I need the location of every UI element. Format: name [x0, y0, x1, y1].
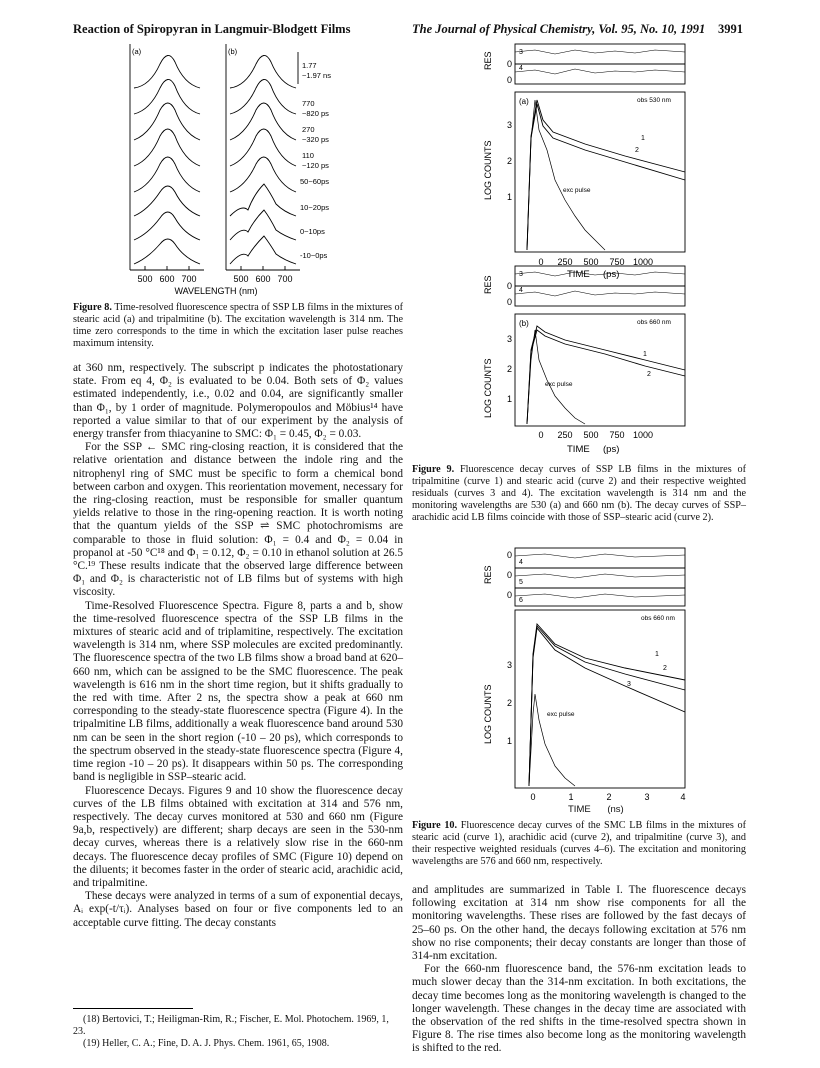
fig10-xunit: (ns) [607, 804, 624, 815]
caption-label: Figure 10. [412, 820, 458, 831]
xtick: 1 [568, 792, 574, 802]
paragraph: For the 660-nm fluorescence band, the 576-nm excitation leads to much slower decay than the 314-nm excitation. In both excitations, the decay time becomes long as the monitoring wavelength is changed to the longer wavelength. These changes in the decay time are associated with the observation of the red shifts in the time-resolved spectra shown in Figure 8. The rise times also become long as the monitoring wavelength is shifted to the red. [412, 963, 746, 1055]
footnote-rule [73, 1008, 193, 1009]
xtick: 750 [609, 257, 625, 267]
figure-8-caption [73, 302, 403, 350]
fig9b-ylabel: LOG COUNTS [483, 358, 493, 418]
figure-8 [120, 44, 370, 302]
fig9a-xlabel: TIME [567, 269, 590, 280]
ytick: 1 [507, 736, 513, 746]
paragraph: at 360 nm, respectively. The subscript p indicates the photostationary state. From eq 4, Φ₂ is evaluated to be 0.04. Both sets of Φ₂ values estimated independently, i.e., 0.02 and 0.04, are significantly smaller than Φ₁, by 1 order of magnitude. Polymeropoulos and Möbius¹⁴ have reported a value similar to that of our experiment by the analysis of energy transfer from thiacyanine to SMC: Φ₁ = 0.45, Φ₂ = 0.03. [73, 362, 403, 441]
res-curve-label: 3 [519, 271, 523, 278]
fig8-xtick: 600 [159, 274, 175, 284]
fig8-time-label: ~320 ps [302, 135, 329, 144]
xtick: 1000 [632, 430, 654, 440]
ytick: 2 [507, 364, 513, 374]
fig8-time-label: 110 [302, 151, 314, 160]
xtick: 4 [680, 792, 686, 802]
caption-label: Figure 9. [412, 464, 455, 475]
page-number: 3991 [718, 22, 743, 36]
footnotes [73, 1014, 403, 1050]
res-curve-label: 6 [519, 597, 523, 604]
caption-label: Figure 8. [73, 302, 112, 313]
fig8-time-label: 10~20ps [300, 203, 329, 212]
res-tick: 0 [507, 281, 513, 291]
fig8-panel-b: (b) [228, 47, 238, 56]
curve-label: 1 [655, 651, 659, 658]
fig10-xaxis-title [568, 804, 624, 815]
fig9a-panel: (a) [519, 97, 529, 106]
res-tick: 0 [507, 59, 513, 69]
xtick: 0 [538, 430, 544, 440]
fig8-xtick: 700 [181, 274, 197, 284]
fig9b-xlabel: TIME [567, 444, 590, 455]
caption-text: Fluorescence decay curves of SSP LB films in the mixtures of tripalmitine (curve 1) and stearic acid (curve 2) and their respective weighted residuals (curves 3 and 4). The excitation wavelength is 314 nm and the monitoring wavelengths are 530 (a) and 660 nm (b). The decay curves of SSP–arachidic acid LB films coincide with those of SSP–stearic acid (curve 2). [412, 464, 746, 523]
xtick: 750 [609, 430, 625, 440]
fig8-xtick: 600 [255, 274, 271, 284]
pulse-label: exc pulse [563, 187, 591, 194]
res-curve-label: 4 [519, 287, 523, 294]
res-tick: 0 [507, 590, 513, 600]
paragraph: Time-Resolved Fluorescence Spectra. Figure 8, parts a and b, show the time-resolved fluorescence spectra of the SSP LB films in the mixtures of stearic acid and of triplamitine, respectively. The excitation wavelength is 314 nm, where SSP molecules are excited predominantly. The fluorescence spectra of the two LB films show a broad band at 620–660 nm, which can be assigned to be the SMC fluorescence. The peak wavelength is 616 nm in the short time region, but it shifts gradually to the red with time. After 2 ns, the spectra show a peak at 660 nm corresponding to the steady-state fluorescence spectra (Figure 4). In the tripalmitine LB films, additionally a weak fluorescence band around 530 nm can be seen in the short region (-10 – 20 ps), which corresponds to the spectrum observed in the steady-state fluorescence spectra (Figure 4, time region -10 – 20 ps). It disappears within 50 ps. The corresponding band is negligible in SSP–stearic acid. [73, 599, 403, 784]
curve-label: 1 [643, 351, 647, 358]
figure-10 [475, 544, 715, 806]
fig10-obs: obs 660 nm [641, 615, 675, 622]
ytick: 3 [507, 120, 513, 130]
ytick: 2 [507, 698, 513, 708]
fig8-panel-a: (a) [132, 47, 142, 56]
xtick: 0 [538, 257, 544, 267]
ytick: 1 [507, 394, 513, 404]
fig8-time-label: 270 [302, 125, 315, 134]
curve-label: 1 [641, 135, 645, 142]
journal-citation: The Journal of Physical Chemistry, Vol. 95, No. 10, 1991 [412, 22, 706, 36]
fig8-time-label: 0~10ps [300, 227, 325, 236]
res-tick: 0 [507, 297, 513, 307]
figure-10-caption [412, 820, 746, 868]
ytick: 1 [507, 192, 513, 202]
fig8-time-label: ~820 ps [302, 109, 329, 118]
curve-label: 2 [647, 371, 651, 378]
pulse-label: exc pulse [545, 381, 573, 388]
paragraph: and amplitudes are summarized in Table I. The fluorescence decays following excitation at 314 nm show rise components for all the monitoring wavelengths. These rises are followed by the fast decays of 25–60 ps. On the other hand, the decays following excitation at 576 nm show no rise components; their decay constants are longer than those of 314-nm excitation. [412, 884, 746, 963]
pulse-label: exc pulse [547, 711, 575, 718]
res-curve-label: 4 [519, 559, 523, 566]
fig9a-obs: obs 530 nm [637, 97, 671, 104]
fig10-res-label: RES [483, 565, 493, 584]
fig8-time-label: 770 [302, 99, 315, 108]
fig8-time-label: -10~0ps [300, 251, 328, 260]
res-tick: 0 [507, 570, 513, 580]
caption-text: Fluorescence decay curves of the SMC LB films in the mixtures of stearic acid (curve 1), arachidic acid (curve 2), and tripalmitine (curve 3), and their respective weighted residuals (curves 4–6). The excitation and monitoring wavelengths are 576 and 660 nm, respectively. [412, 820, 746, 867]
fig9b-xunit: (ps) [603, 444, 620, 455]
res-tick: 0 [507, 75, 513, 85]
fig9b-res-label: RES [483, 275, 493, 294]
xtick: 0 [530, 792, 536, 802]
footnote: (19) Heller, C. A.; Fine, D. A. J. Phys. Chem. 1961, 65, 1908. [83, 1038, 330, 1049]
paragraph: For the SSP ← SMC ring-closing reaction, it is considered that the relative orientation and distance between the indole ring and the nitrophenyl ring of SMC must be specific to form a chemical bond between carbon and oxygen. This reorientation movement, necessary for the ring-closing reaction, must be responsible for smaller quantum yields relative to those in the ring-opening reaction. It is worth noting that the quantum yields of the SSP ⇌ SMC photochromisms are comparable to those in fluid solution: Φ₁ = 0.4 and Φ₂ = 0.04 in propanol at -50 °C¹⁸ and Φ₁ = 0.12, Φ₂ = 0.10 in ethanol solution at 26.5 °C.¹⁹ These results indicate that the observed large difference between Φ₁ and Φ₂ is characteristic not of LB films but of systems with high viscosity. [73, 441, 403, 599]
ytick: 3 [507, 334, 513, 344]
figure-9 [475, 40, 715, 460]
fig10-ylabel: LOG COUNTS [483, 684, 493, 744]
fig9b-obs: obs 660 nm [637, 319, 671, 326]
xtick: 3 [644, 792, 650, 802]
ytick: 3 [507, 660, 513, 670]
xtick: 500 [583, 430, 599, 440]
caption-text: Time-resolved fluorescence spectra of SSP LB films in the mixtures of stearic acid (a) and tripalmitine (b). The excitation wavelength is 314 nm. The time zero corresponds to the time in which the excitation laser pulse reaches maximum intensity. [73, 302, 403, 349]
running-head: Reaction of Spiropyran in Langmuir-Blodgett Films [73, 22, 351, 36]
res-curve-label: 3 [519, 49, 523, 56]
left-column-text [73, 362, 403, 930]
res-curve-label: 5 [519, 579, 523, 586]
fig9a-res-label: RES [483, 51, 493, 70]
curve-label: 2 [663, 665, 667, 672]
paragraph: These decays were analyzed in terms of a sum of exponential decays, Aᵢ exp(-t/τᵢ). Analyses based on four or five components led to an acceptable curve fitting. The decay constants [73, 890, 403, 929]
res-curve-label: 4 [519, 65, 523, 72]
curve-label: 2 [635, 147, 639, 154]
fig8-time-label: ~1.97 ns [302, 71, 331, 80]
fig9a-ylabel: LOG COUNTS [483, 140, 493, 200]
footnote: (18) Bertovici, T.; Heiligman-Rim, R.; Fischer, E. Mol. Photochem. 1969, 1, 23. [73, 1014, 389, 1037]
xtick: 1000 [632, 257, 654, 267]
fig8-xtick: 500 [137, 274, 153, 284]
xtick: 250 [557, 257, 573, 267]
xtick: 250 [557, 430, 573, 440]
fig8-xlabel: WAVELENGTH (nm) [174, 286, 258, 296]
fig10-xlabel: TIME [568, 804, 591, 815]
right-column-text [412, 884, 746, 1056]
fig9a-xunit: (ps) [603, 269, 620, 280]
curve-label: 3 [627, 681, 631, 688]
res-tick: 0 [507, 550, 513, 560]
xtick: 2 [606, 792, 612, 802]
fig9b-panel: (b) [519, 319, 529, 328]
ytick: 2 [507, 156, 513, 166]
fig8-xtick: 500 [233, 274, 249, 284]
fig8-time-label: 50~60ps [300, 177, 329, 186]
xtick: 500 [583, 257, 599, 267]
paragraph: Fluorescence Decays. Figures 9 and 10 show the fluorescence decay curves of the LB films obtained with excitation at 314 and 576 nm, respectively. The decay curves monitored at 530 and 660 nm (Figure 9a,b, respectively) are different; sharp decays are seen in the 530-nm decay curves, whereas there is a relatively slow rise in the 660-nm decays. The fluorescence decay profiles of SMC (Figure 10) depend on the diluents; it becomes faster in the order of stearic acid, arachidic acid, and tripalmitine. [73, 784, 403, 889]
fig8-xtick: 700 [277, 274, 293, 284]
figure-9-caption [412, 464, 746, 524]
fig8-time-label: ~120 ps [302, 161, 329, 170]
fig8-time-label: 1.77 [302, 61, 317, 70]
